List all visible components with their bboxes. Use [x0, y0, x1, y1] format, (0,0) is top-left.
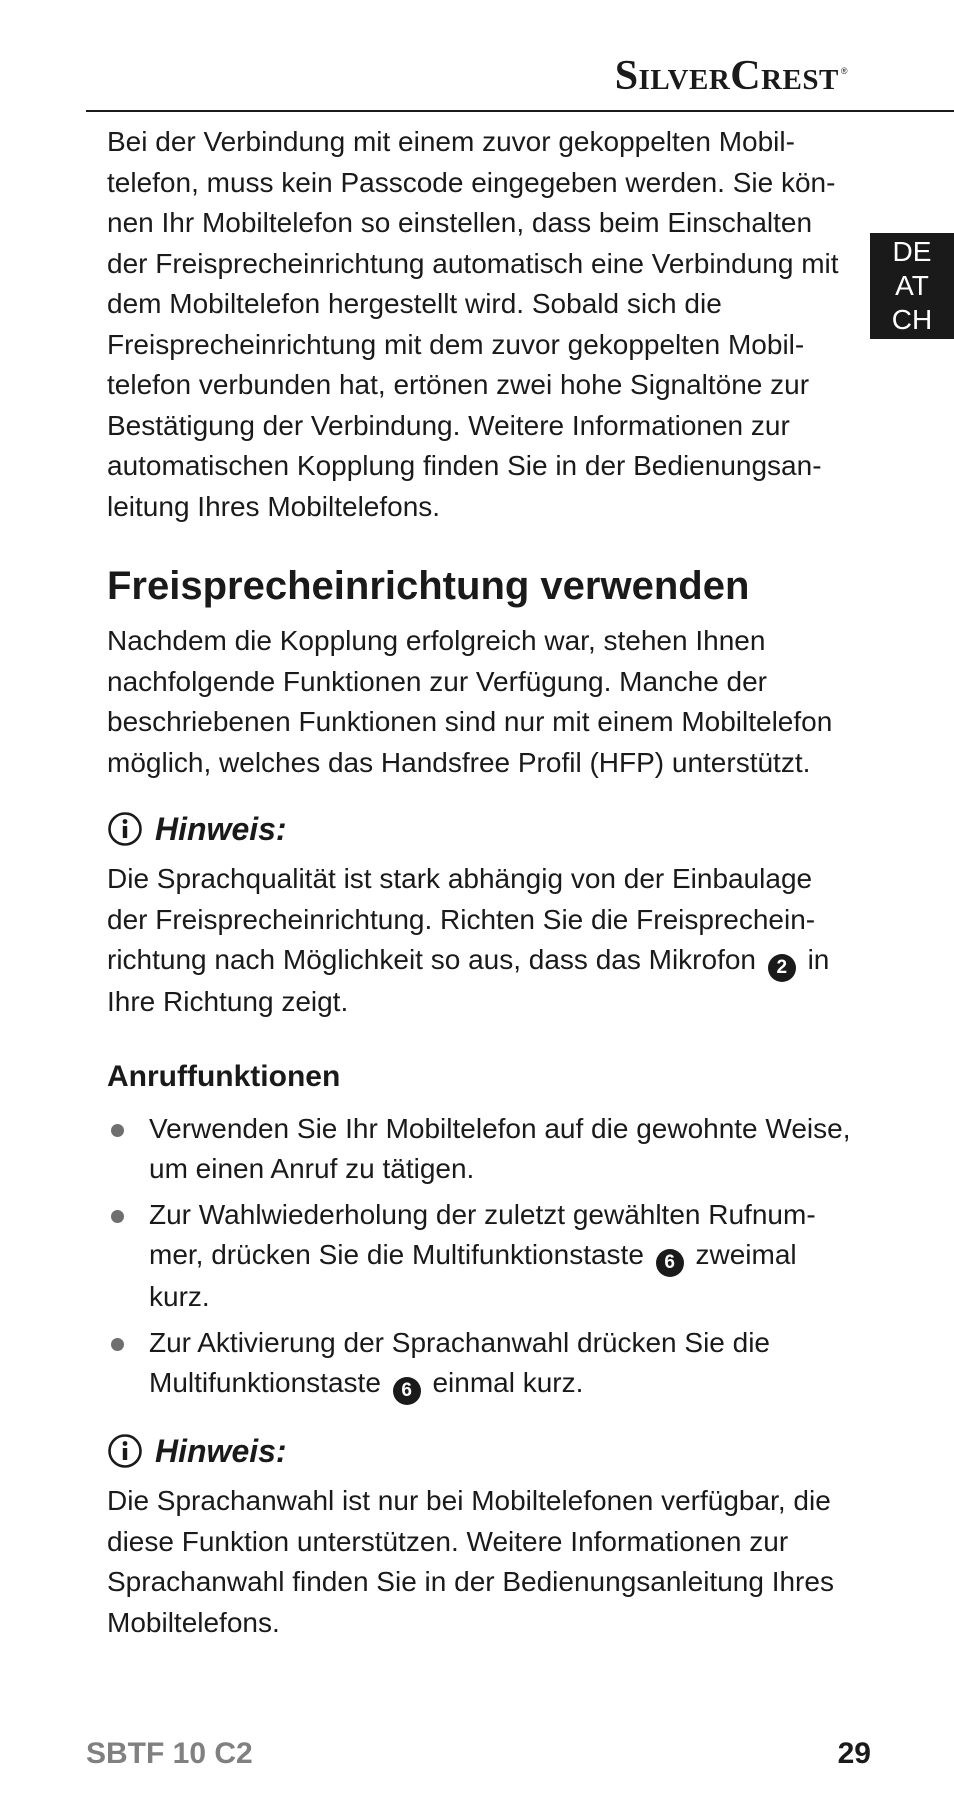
page-content [107, 122, 857, 1643]
subsection-title: Anruffunktionen [107, 1059, 341, 1093]
list-item-text: zweimal kurz. [149, 1239, 797, 1312]
part-number-badge: 6 [656, 1249, 684, 1277]
list-item [107, 1323, 857, 1406]
list-item-text: Verwenden Sie Ihr Mobiltelefon auf die gewohnte Weise, um einen Anruf zu tätigen. [149, 1112, 851, 1184]
model-number: SBTF 10 C2 [86, 1737, 253, 1770]
list-item-text: einmal kurz. [432, 1367, 584, 1398]
brand-name: SilverCrest [614, 53, 839, 99]
info-icon [107, 811, 143, 847]
registered-mark: ® [840, 66, 848, 76]
note-heading [107, 809, 857, 849]
section-title: Freisprecheinrichtung verwenden [107, 564, 750, 608]
lang-de: DE [892, 236, 932, 267]
list-item-text: Zur Aktivierung der Sprachanwahl drücken Sie die Multifunktionstaste [149, 1326, 771, 1398]
brand-logo [615, 52, 848, 100]
header-divider [86, 110, 954, 112]
note-text-part: in Ihre Richtung zeigt. [107, 944, 830, 1017]
note-text [107, 859, 857, 1023]
bullet-icon [111, 1338, 124, 1351]
list-item [107, 1109, 857, 1190]
note-heading [107, 1431, 857, 1471]
bullet-icon [111, 1124, 124, 1137]
note-title: Hinweis: [155, 811, 287, 847]
note-text-part: Die Sprachqualität ist stark abhängig von der Einbaulage der Freisprecheinrichtung. Richten Sie die Freisprecheinrichtung nach Möglichkeit so aus, dass das Mikrofon [107, 863, 816, 975]
section-paragraph: Nachdem die Kopplung erfolgreich war, stehen Ihnen nachfolgende Funktionen zur Verfügung. Manche der beschriebenen Funktionen sind nur mit einem Mobiltelefon möglich, welches das Handsfree Profil (HFP) unterstützt. [107, 625, 833, 778]
lang-ch: CH [891, 304, 933, 335]
part-number-badge: 6 [393, 1377, 421, 1405]
list-item [107, 1195, 857, 1318]
part-number-badge: 2 [768, 954, 796, 982]
call-functions-list [107, 1109, 857, 1406]
bullet-icon [111, 1210, 124, 1223]
list-item-text: Zur Wahlwiederholung der zuletzt gewählten Rufnummer, drücken Sie die Multifunktionstaste [149, 1198, 816, 1270]
note-text: Die Sprachanwahl ist nur bei Mobiltelefonen verfügbar, die diese Funktion unterstützen. Weitere Informationen zur Sprachanwahl finden Sie in der Bedienungsanleitung Ihres Mobiltelefons. [107, 1485, 834, 1638]
page-number: 29 [837, 1737, 871, 1770]
intro-paragraph: Bei der Verbindung mit einem zuvor gekoppelten Mobiltelefon, muss kein Passcode eingegeben werden. Sie können Ihr Mobiltelefon so einstellen, dass beim Einschalten der Freisprecheinrichtung automatisch eine Verbindung mit dem Mobiltelefon hergestellt wird. Sobald sich die Freisprecheinrichtung mit dem zuvor gekoppelten Mobiltelefon verbunden hat, ertönen zwei hohe Signaltöne zur Bestätigung der Verbindung. Weitere Informationen zur automatischen Kopplung finden Sie in der Bedienungsanleitung Ihres Mobiltelefons. [107, 126, 839, 522]
language-tab [870, 233, 954, 339]
lang-at: AT [895, 270, 929, 301]
note-title: Hinweis: [155, 1433, 287, 1469]
info-icon [107, 1433, 143, 1469]
